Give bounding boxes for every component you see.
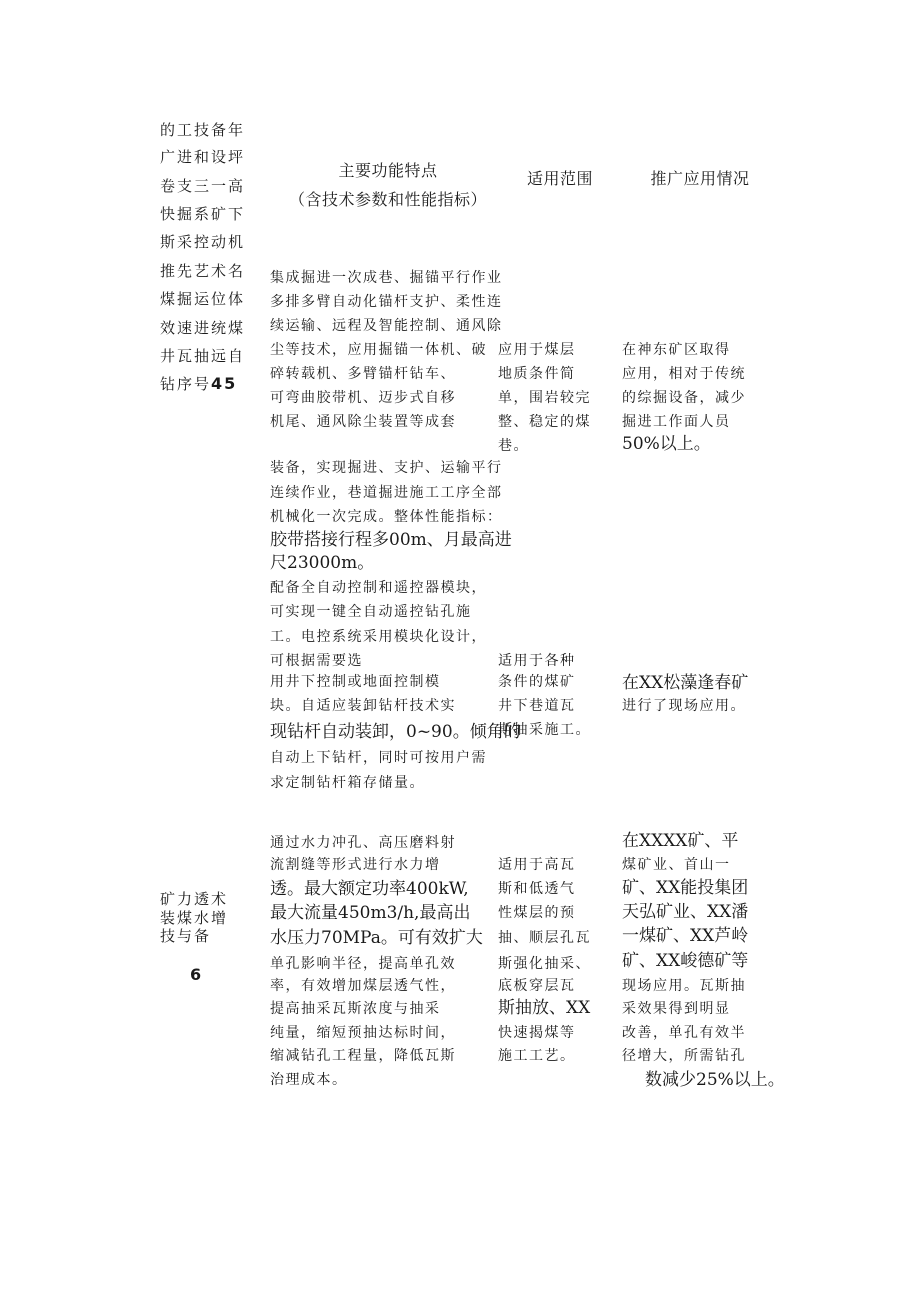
row45-feature-line: 碎转载机、多臂锚杆钻车、: [270, 366, 456, 382]
row45-scope-line: 应用于煤层: [498, 342, 576, 358]
features-header: [268, 158, 508, 210]
row45-scope-line: 巷。: [498, 438, 529, 454]
row45-feature-line: 用井下控制或地面控制模: [270, 674, 441, 690]
row6-feature-line: 提高抽采瓦斯浓度与抽采: [270, 1001, 441, 1017]
row45-feature-line: 配备全自动控制和遥控器模块，: [270, 580, 487, 596]
row45-feature-line: 机械化一次完成。整体性能指标：: [270, 509, 503, 525]
row45-feature-line: 集成掘进一次成巷、掘锚平行作业: [270, 270, 503, 286]
row45-scope-line: 整、稳定的煤: [498, 414, 591, 430]
row45-promo-line: 50%以上。: [622, 434, 711, 454]
row6-promo-line: 现场应用。瓦斯抽: [622, 978, 746, 994]
row45-feature-line: 现钻杆自动装卸，0~90。倾角的: [270, 722, 521, 742]
row45-feature-line: 尘等技术，应用掘锚一体机、破: [270, 342, 487, 358]
row6-scope-line: 斯抽放、XX: [498, 998, 591, 1018]
row45-scope-line: 条件的煤矿: [498, 674, 576, 690]
row45-feature-line: 尺23000m。: [270, 553, 375, 573]
row6-name-line: 装煤水增: [160, 909, 229, 927]
row6-scope-line: 适用于高瓦: [498, 857, 576, 873]
row6-promo-line: 矿、XX能投集团: [622, 878, 749, 898]
row6-feature-line: 率，有效增加煤层透气性，: [270, 978, 456, 994]
row45-name-line: 效速进统煤: [160, 319, 246, 337]
row6-promo-line: 在XXXX矿、平: [622, 831, 739, 851]
row45-scope-line: 井下巷道瓦: [498, 698, 576, 714]
row6-scope-line: 快速揭煤等: [498, 1025, 576, 1041]
promotion-header: 推广应用情况: [650, 169, 750, 188]
row6-promo-line: 天弘矿业、XX潘: [622, 902, 749, 922]
row6-promo-line: 一煤矿、XX芦岭: [622, 926, 749, 946]
row6-scope-line: 斯强化抽采、: [498, 956, 591, 972]
row6-scope-line: 底板穿层瓦: [498, 978, 576, 994]
row45-seq-line: [160, 375, 237, 393]
row45-feature-line: 块。自适应装卸钻杆技术实: [270, 698, 456, 714]
row45-name-line: 广进和设坪: [160, 148, 246, 166]
row6-seq-number: 6: [190, 965, 202, 984]
row6-scope-line: 施工工艺。: [498, 1048, 576, 1064]
row6-feature-line: 单孔影响半径，提高单孔效: [270, 956, 456, 972]
row6-feature-line: 流割缝等形式进行水力增: [270, 857, 441, 873]
row6-feature-line: 最大流量450m3∕h,最高出: [270, 903, 471, 923]
row6-promo-line: 采效果得到明显: [622, 1001, 731, 1017]
row45-promo-line: 的综掘设备，减少: [622, 390, 746, 406]
row6-scope-line: 抽、顺层孔瓦: [498, 930, 591, 946]
features-subtitle: （含技术参数和性能指标）: [288, 190, 487, 209]
row45-feature-line: 胶带搭接行程多00m、月最高进: [270, 530, 512, 550]
row6-feature-line: 水压力70MPa。可有效扩大: [270, 928, 483, 948]
row45-promo-line: 进行了现场应用。: [622, 698, 746, 714]
features-title: 主要功能特点: [338, 161, 438, 180]
row45-feature-line: 装备，实现掘进、支护、运输平行: [270, 460, 503, 476]
row45-promo-line: 在XX松藻逢春矿: [622, 673, 749, 693]
row45-feature-line: 多排多臂自动化锚杆支护、柔性连: [270, 294, 503, 310]
row45-seq-number: 45: [211, 374, 238, 393]
row45-promo-line: 在神东矿区取得: [622, 342, 731, 358]
row6-feature-line: 纯量，缩短预抽达标时间，: [270, 1025, 456, 1041]
row6-promo-line: 数减少25%以上。: [645, 1070, 785, 1090]
row6-promo-line: 改善，单孔有效半: [622, 1025, 746, 1041]
row6-promo-line: 径增大，所需钻孔: [622, 1048, 746, 1064]
row45-feature-line: 可弯曲胶带机、迈步式自移: [270, 390, 456, 406]
row45-name-line: 井瓦抽远自: [160, 347, 246, 365]
row45-promo-line: 应用，相对于传统: [622, 366, 746, 382]
row45-feature-line: 可实现一键全自动遥控钻孔施: [270, 604, 472, 620]
row6-scope-line: 斯和低透气: [498, 881, 576, 897]
row6-name-line: 技与备: [160, 927, 212, 945]
row6-promo-line: 矿、XX峻德矿等: [622, 951, 749, 971]
row45-name-line: 卷支三一高: [160, 177, 246, 195]
row45-name-line: 斯采控动机: [160, 233, 246, 251]
row45-name-line: 推先艺术名: [160, 262, 246, 280]
row6-feature-line: 治理成本。: [270, 1072, 348, 1088]
row6-feature-line: 透。最大额定功率400kW,: [270, 879, 469, 899]
row45-promo-line: 掘进工作面人员: [622, 414, 731, 430]
row6-scope-line: 性煤层的预: [498, 905, 576, 921]
row45-name-line: 的工技备年: [160, 121, 246, 139]
row45-feature-line: 续运输、远程及智能控制、通风除: [270, 318, 503, 334]
row45-scope-line: 地质条件简: [498, 366, 576, 382]
row45-feature-line: 工。电控系统采用模块化设计，: [270, 629, 487, 645]
row6-feature-line: 缩减钻孔工程量，降低瓦斯: [270, 1048, 456, 1064]
row45-seq-label: 钻序号: [160, 375, 212, 393]
scope-header: 适用范围: [526, 169, 593, 188]
row6-promo-line: 煤矿业、首山一: [622, 857, 731, 873]
row45-scope-line: 适用于各种: [498, 653, 576, 669]
row45-name-line: 煤掘运位体: [160, 290, 246, 308]
row45-feature-line: 自动上下钻杆，同时可按用户需: [270, 750, 487, 766]
row45-name-line: 快掘系矿下: [160, 205, 246, 223]
row45-feature-line: 连续作业，巷道掘进施工工序全部: [270, 485, 503, 501]
row45-scope-line: 斯抽采施工。: [498, 722, 591, 738]
row45-feature-line: 可根据需要选: [270, 653, 363, 669]
row6-name-line: 矿力透术: [160, 890, 229, 908]
row45-scope-line: 单，围岩较完: [498, 390, 591, 406]
row45-feature-line: 机尾、通风除尘装置等成套: [270, 414, 456, 430]
row6-feature-line: 通过水力冲孔、高压磨料射: [270, 835, 456, 851]
row45-feature-line: 求定制钻杆箱存储量。: [270, 775, 425, 791]
